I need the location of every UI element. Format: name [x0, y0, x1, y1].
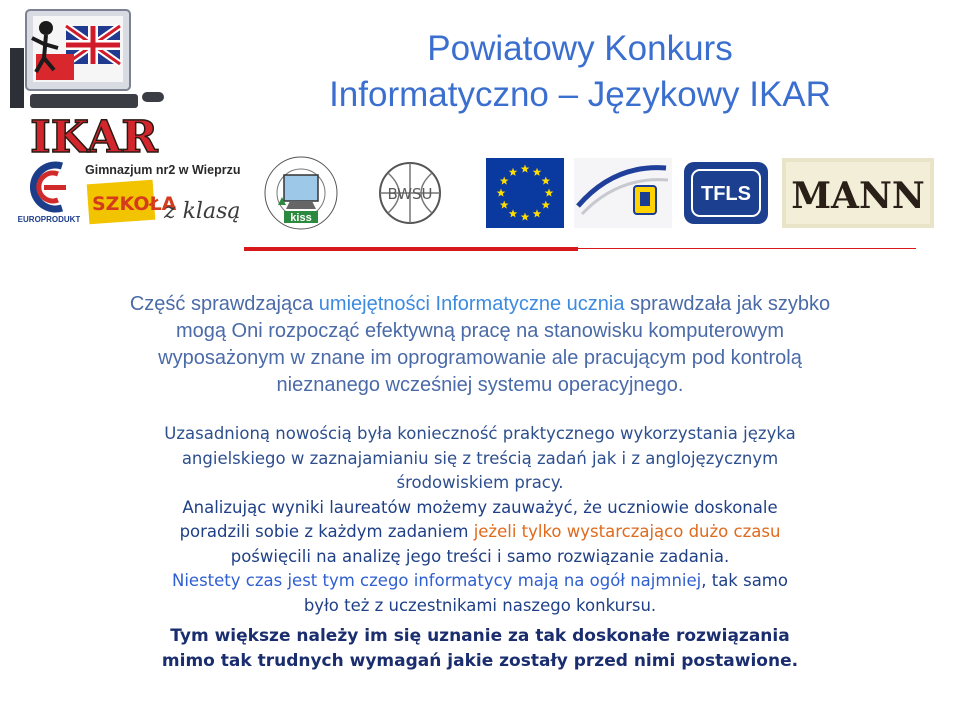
- paragraph-english: Uzasadnioną nowością była konieczność praktycznego wykorzystania języka angielskiego w zaznajamianiu się z treścią zadań jak i z anglojęzycznym środowiskiem pracy. Analizując wyniki laureatów możemy zauważyć, że uczniowie doskonale poradzili sobie z każdym zadaniem jeżeli tylko wystarczająco dużo czasu poświęcili na analizę jego treści i samo rozwiązanie zadania. Niestety czas jest tym czego informatycy mają na ogół najmniej, tak samo było też z uczestnikami naszego konkursu.: [164, 424, 796, 615]
- gimnazjum-text: Gimnazjum nr2 w Wieprzu: [85, 163, 241, 177]
- page-title: [230, 26, 930, 118]
- divider-thin: [578, 248, 916, 249]
- paragraph-skills: Część sprawdzająca umiejętności Informatyczne ucznia sprawdzała jak szybko mogą Oni rozpocząć efektywną pracę na stanowisku komputerowym wyposażonym w znane im oprogramowanie ale pracującym pod kontrolą nieznanego wcześniej systemu operacyjnego.: [129, 293, 831, 396]
- paragraph-conclusion: Tym większe należy im się uznanie za tak doskonałe rozwiązania mimo tak trudnych wymagań jakie zostały przed nimi postawione.: [161, 626, 799, 671]
- szkola-text: SZKOŁA: [92, 193, 177, 215]
- mann-text: MANN: [791, 175, 925, 217]
- title-line-2: Informatyczno – Językowy IKAR: [329, 75, 831, 114]
- ikar-logo: [8, 8, 180, 158]
- kiss-text: kiss: [290, 212, 312, 224]
- eu-flag-logo: [486, 158, 564, 228]
- tfls-text: TFLS: [701, 183, 751, 205]
- highlight-skills: umiejętności Informatyczne ucznia: [318, 293, 625, 315]
- europrodukt-logo: [18, 158, 80, 228]
- tfls-logo: [680, 158, 772, 228]
- highlight-informatycy: Niestety czas jest tym czego informatycy mają na ogół najmniej: [172, 571, 702, 590]
- ikar-logo-text: IKAR: [30, 112, 158, 158]
- europrodukt-text: EUROPRODUKT: [18, 215, 80, 224]
- kiss-logo: [258, 155, 344, 231]
- divider-red: [244, 247, 578, 251]
- gimnazjum-szkola-logo: [82, 158, 248, 228]
- bwsu-text: BWSU: [387, 185, 433, 203]
- z-klasa-text: z klasą: [164, 199, 241, 224]
- mann-logo: [782, 158, 934, 228]
- title-line-1: Powiatowy Konkurs: [427, 29, 733, 68]
- powiat-logo: [574, 158, 672, 228]
- bwsu-logo: [348, 158, 472, 228]
- highlight-time: jeżeli tylko wystarczająco dużo czasu: [473, 522, 781, 541]
